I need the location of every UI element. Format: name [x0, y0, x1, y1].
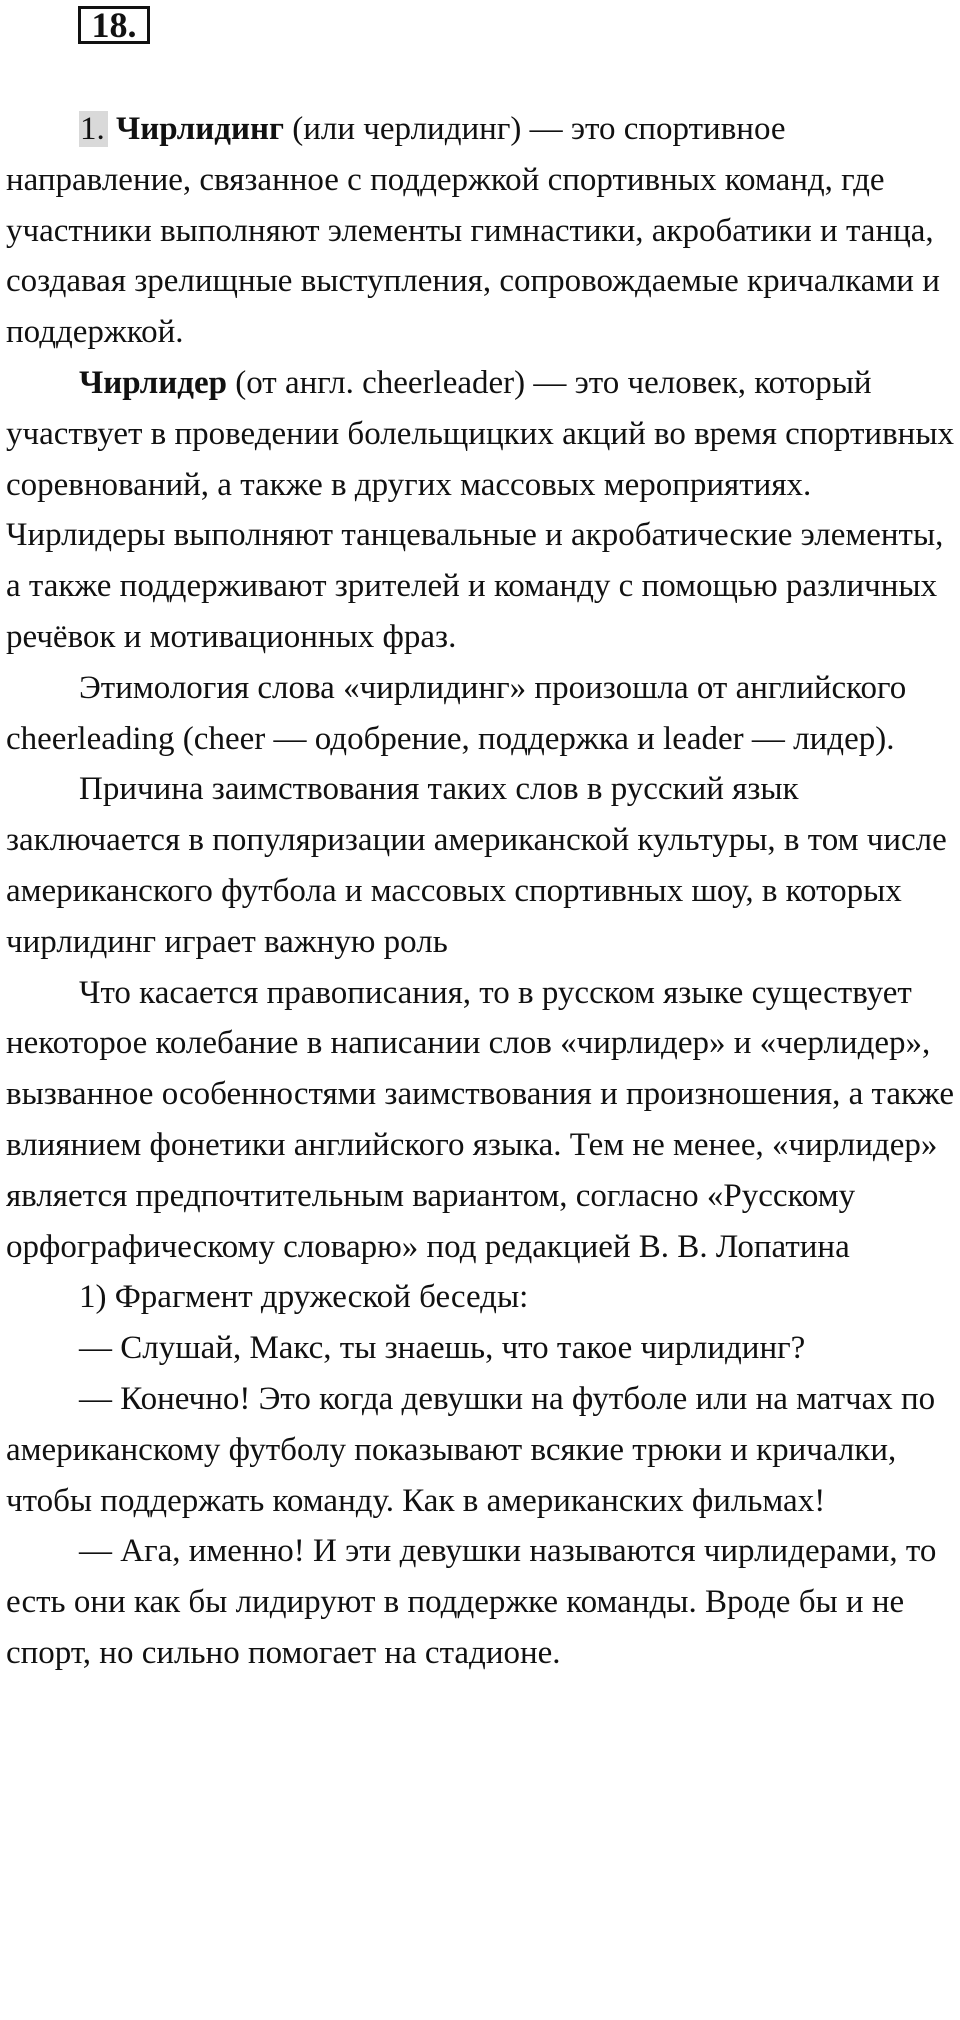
paragraph-etymology: Этимология слова «чирлидинг» произошла от английского cheerleading (cheer — одобрение, поддержка и leader — лидер).: [6, 669, 907, 757]
item-number-badge: 1.: [79, 111, 108, 147]
paragraph-spelling: Что касается правописания, то в русском языке существует некоторое колебание в написании слов «чирлидер» и «черлидер», вызванное особенностями заимствования и произношения, а также влиянием фонетики английского языка. Тем не менее, «чирлидер» является предпочтительным вариантом, согласно «Русскому орфографическому словарю» под редакцией В. В. Лопатина: [6, 974, 955, 1265]
paragraph-definition-cheerleading: [6, 104, 958, 358]
dialogue-line: — Ага, именно! И эти девушки называются чирлидерами, то есть они как бы лидируют в поддержке команды. Вроде бы и не спорт, но сильно помогает на стадионе.: [6, 1533, 937, 1671]
term-cheerleader: Чирлидер: [79, 364, 227, 401]
task-number-box: [78, 6, 150, 44]
document-body: [6, 104, 958, 1679]
definition-cheerleader-text: (от англ. cheerleader) — это человек, который участвует в проведении болельщицких акций во время спортивных соревнований, а также в других массовых мероприятиях. Чирлидеры выполняют танцевальные и акробатические элементы, а также поддерживают зрителей и команду с помощью различных речёвок и мотивационных фраз.: [6, 364, 954, 655]
definition-cheerleading-text: (или черлидинг) — это спортивное направление, связанное с поддержкой спортивных команд, где участники выполняют элементы гимнастики, акробатики и танца, создавая зрелищные выступления, сопровождаемые кричалками и поддержкой.: [6, 111, 940, 351]
task-number: 18.: [91, 5, 137, 45]
dialogue-line: — Слушай, Макс, ты знаешь, что такое чирлидинг?: [79, 1330, 806, 1367]
term-cheerleading: Чирлидинг: [116, 111, 284, 147]
paragraph-borrowing-reason: Причина заимствования таких слов в русский язык заключается в популяризации американской культуры, в том числе американского футбола и массовых спортивных шоу, в которых чирлидинг играет важную роль: [6, 771, 947, 960]
dialogue-heading: 1) Фрагмент дружеской беседы:: [79, 1279, 529, 1316]
dialogue-line: — Конечно! Это когда девушки на футболе или на матчах по американскому футболу показывают всякие трюки и кричалки, чтобы поддержать команду. Как в американских фильмах!: [6, 1380, 936, 1519]
paragraph-definition-cheerleader: [6, 358, 958, 663]
